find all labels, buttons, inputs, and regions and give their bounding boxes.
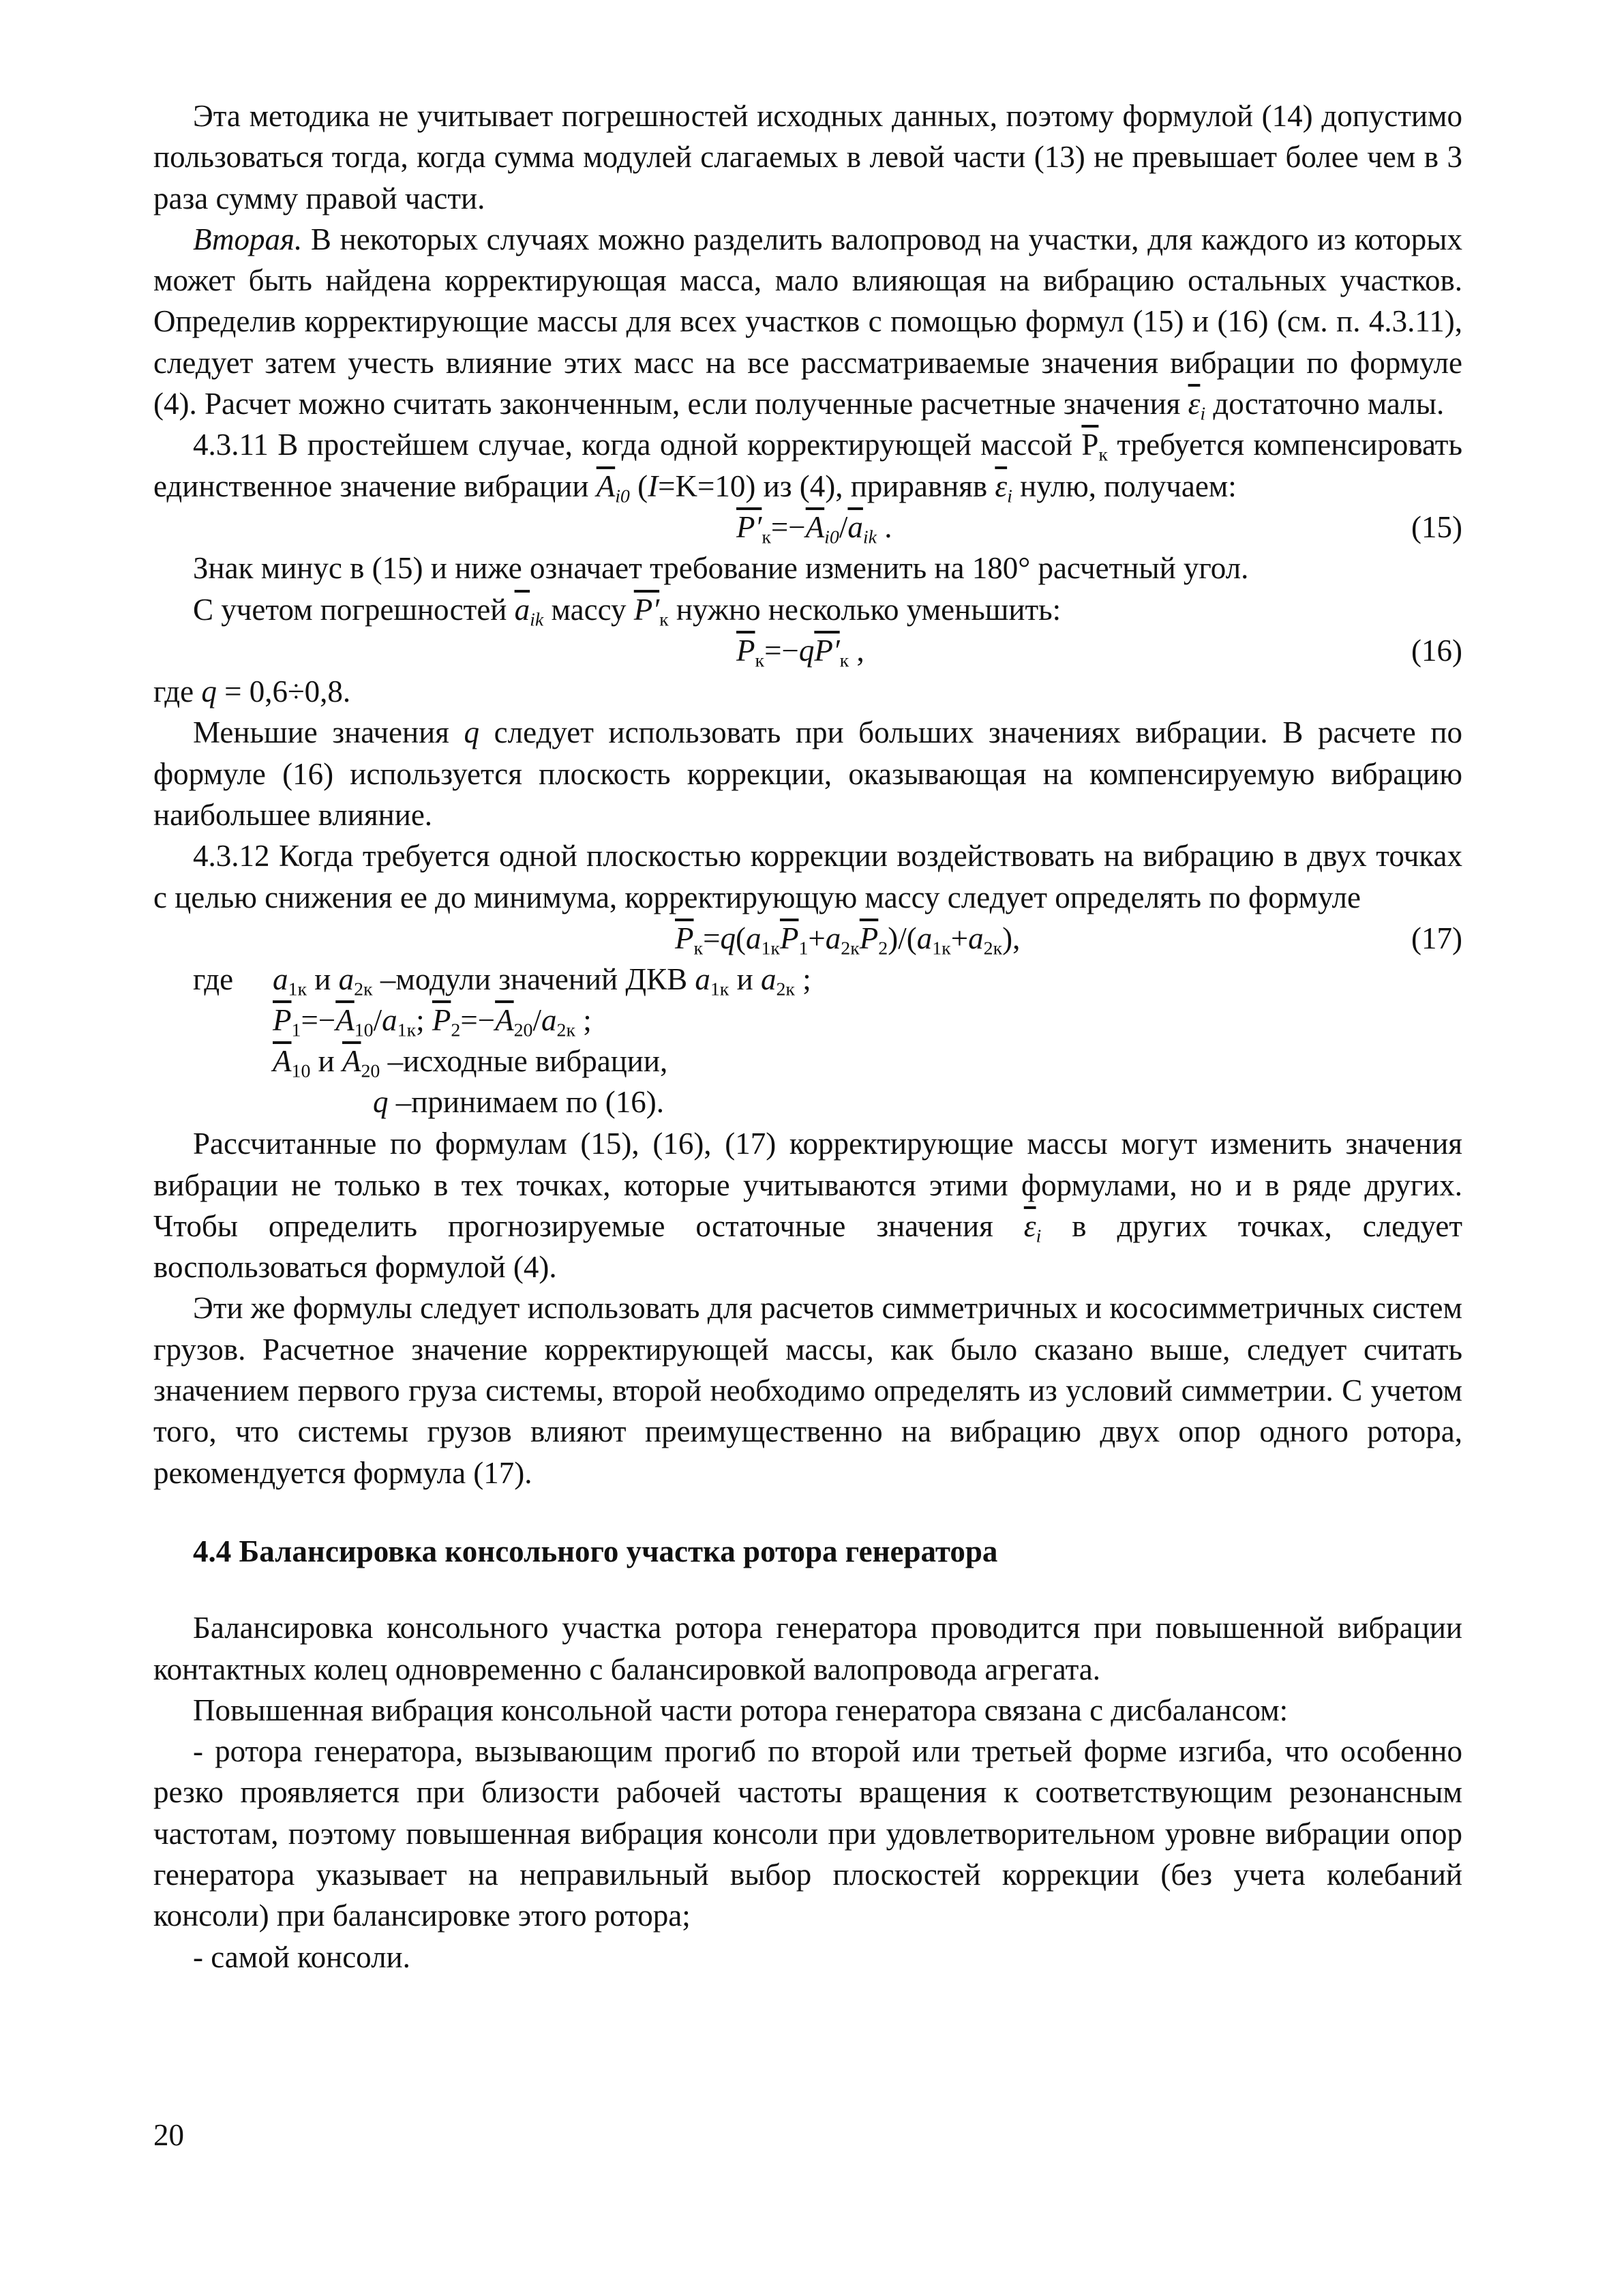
equation-17-number: (17) <box>1411 921 1462 955</box>
equation-15-number: (15) <box>1411 509 1462 544</box>
equation-16-body: $\overline{P}_к=-qP'_к$ , <box>736 633 864 672</box>
paragraph-errors: С учетом погрешностей $\overline{a}_{ik}$ массу $P'_к$ нужно несколько уменьшить: <box>193 592 1062 630</box>
equation-16-number: (16) <box>1411 633 1462 668</box>
paragraph-4-3-11: 4.3.11 В простейшем случае, когда одной корректирующей массой $\overline{P}_к$ требуется компенсировать единственное значение вибрации $\overline{A}_{i0}$ (I=K=10) из (4), приравняв $\overline{\varepsilon}_i$ нулю, получаем: <box>153 428 1462 507</box>
section-heading-4-4: 4.4 Балансировка консольного участка ротора генератора <box>193 1534 998 1568</box>
definition-p1-p2: $\overline{P}_1=-\overline{A}_{10}/a_{1к}$; $\overline{P}_2=-\overline{A}_{20}/a_{2к}$ ; <box>273 1003 592 1041</box>
list-item-generator-rotor: - ротора генератора, вызывающим прогиб по второй или третьей форме изгиба, что особенно резко проявляется при близости рабочей частоты вращения к соответствующим резонансным частотам, поэтому повышенная вибрация консоли при удовлетворительном уровне вибрации опор генератора указывает на неправильный выбор плоскостей коррекции (без учета колебаний консоли) при балансировке этого ротора; <box>153 1734 1462 1933</box>
paragraph-4-3-12: 4.3.12 Когда требуется одной плоскостью коррекции воздействовать на вибрацию в двух точках с целью снижения ее до минимума, корректирующую массу следует определять по формуле <box>153 839 1462 914</box>
where-q-line: где q = 0,6÷0,8. <box>153 674 351 709</box>
equation-17-body: $\overline{P}_к=q(a_{1к}\overline{P}_1+a_{2к}\overline{P}_2)/(a_{1к}+a_{2к})$, <box>675 921 1021 959</box>
definition-q: q –принимаем по (16). <box>373 1085 664 1120</box>
equation-15-body: $P'_к=-\overline{A}_{i0}/\overline{a}_{ik}$ . <box>736 509 892 548</box>
paragraph-symmetric-systems: Эти же формулы следует использовать для расчетов симметричных и кососимметричных систем грузов. Расчетное значение корректирующей массы, как было сказано выше, следует считать значением первого груза системы, второй необходимо определять из условий симметрии. С учетом того, что системы грузов влияют преимущественно на вибрацию двух опор одного ротора, рекомендуется формула (17). <box>153 1291 1462 1490</box>
page-body <box>153 95 1462 1978</box>
equation-16 <box>153 630 1462 671</box>
page-number: 20 <box>153 2118 184 2152</box>
paragraph-smaller-q: Меньшие значения q следует использовать при больших значениях вибрации. В расчете по формуле (16) используется плоскость коррекции, оказывающая на компенсируемую вибрацию наибольшее влияние. <box>153 715 1462 833</box>
paragraph-minus-sign: Знак минус в (15) и ниже означает требование изменить на 180° расчетный угол. <box>193 551 1249 586</box>
definition-a1k-a2k: $a_{1к}$ и $a_{2к}$ –модули значений ДКВ $a_{1к}$ и $a_{2к}$ ; <box>273 962 811 1000</box>
definitions-where-label: где <box>193 962 234 997</box>
symbol-definitions <box>153 959 1462 1123</box>
paragraph-increased-vibration: Повышенная вибрация консольной части ротора генератора связана с дисбалансом: <box>193 1693 1289 1727</box>
paragraph-calculated-masses: Рассчитанные по формулам (15), (16), (17) корректирующие массы могут изменить значения вибрации не только в тех точках, которые учитываются этими формулами, но и в ряде других. Чтобы определить прогнозируемые остаточные значения $\overline{\varepsilon}_i$ в других точках, следует воспользоваться формулой (4). <box>153 1127 1462 1285</box>
definition-a10-a20: $\overline{A}_{10}$ и $\overline{A}_{20}$ –исходные вибрации, <box>273 1044 668 1082</box>
list-item-console: - самой консоли. <box>193 1939 410 1974</box>
paragraph-console-balancing: Балансировка консольного участка ротора генератора проводится при повышенной вибрации контактных колец одновременно с балансировкой валопровода агрегата. <box>153 1611 1462 1686</box>
equation-17 <box>153 918 1462 959</box>
equation-15 <box>153 507 1462 548</box>
paragraph-second-method: Вторая. В некоторых случаях можно разделить валопровод на участки, для каждого из которых может быть найдена корректирующая масса, мало влияющая на вибрацию остальных участков. Определив корректирующие массы для всех участков с помощью формул (15) и (16) (см. п. 4.3.11), следует затем учесть влияние этих масс на все рассматриваемые значения вибрации по формуле (4). Расчет можно считать законченным, если полученные расчетные значения $\overline{\varepsilon}_i$ достаточно малы. <box>153 222 1462 425</box>
paragraph-methodology-limits: Эта методика не учитывает погрешностей исходных данных, поэтому формулой (14) допустимо пользоваться тогда, когда сумма модулей слагаемых в левой части (13) не превышает более чем в 3 раза сумму правой части. <box>153 99 1462 215</box>
